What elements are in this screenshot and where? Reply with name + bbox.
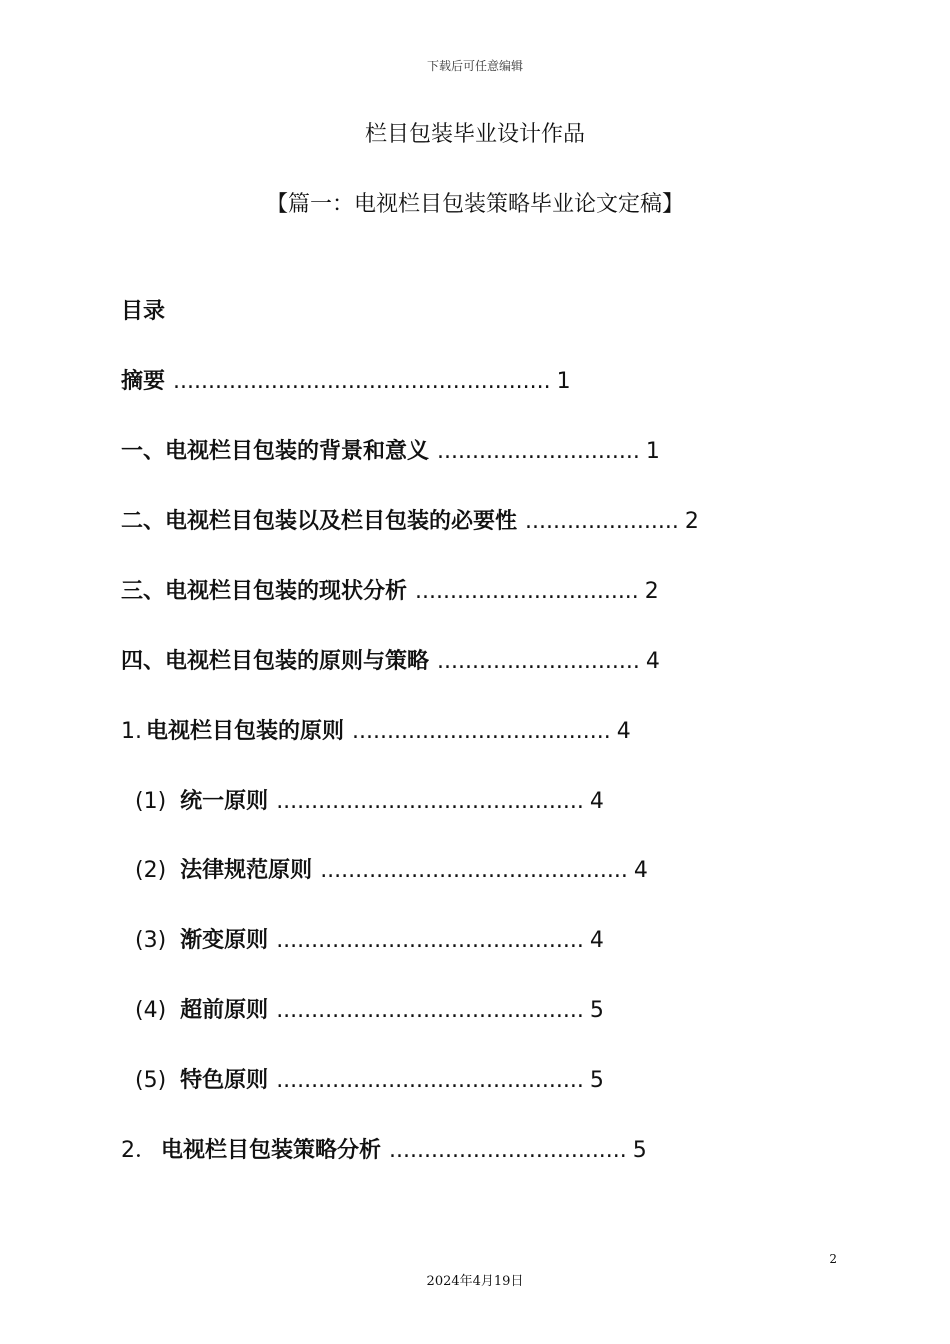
toc-entry-leader: ..................................... (352, 719, 611, 744)
toc-entry-label: 统一原则 (180, 789, 269, 814)
toc-entry-page: 4 (616, 719, 631, 744)
toc-entry (121, 714, 631, 745)
toc-entry (135, 784, 604, 815)
toc-entry-page: 5 (632, 1138, 647, 1163)
toc-entry-leader: ............................................ (320, 858, 628, 883)
toc-entry-page: 2 (684, 509, 699, 534)
toc-entry (121, 574, 659, 605)
toc-entry-leader: ............................................ (276, 789, 584, 814)
header-note: 下载后可任意编辑 (426, 59, 523, 73)
toc-entry-label: 电视栏目包装策略分析 (161, 1138, 382, 1163)
toc-entry-label: 超前原则 (180, 998, 269, 1023)
toc-entry-page: 1 (645, 439, 660, 464)
toc-entry-page: 4 (589, 789, 604, 814)
toc-entry (135, 923, 604, 954)
toc-entry-label: 摘要 (121, 369, 166, 394)
toc-entry (121, 434, 660, 465)
toc-entry-label: 法律规范原则 (180, 858, 313, 883)
toc-entry (121, 364, 571, 395)
toc-entry-number: 2． (121, 1138, 157, 1163)
toc-entry-label: 一、电视栏目包装的背景和意义 (121, 439, 430, 464)
toc-entry-leader: ............................................ (276, 1068, 584, 1093)
toc-entry-page: 5 (589, 1068, 604, 1093)
toc-entry-number: (2) (135, 858, 167, 883)
toc-entry-page: 2 (644, 579, 659, 604)
toc-entry (135, 853, 648, 884)
toc-entry-leader: ............................................ (276, 928, 584, 953)
toc-entry-number: (1) (135, 789, 167, 814)
toc-entry-page: 4 (633, 858, 648, 883)
toc-entry-page: 1 (556, 369, 571, 394)
footer-date: 2024年4月19日 (426, 1274, 524, 1289)
toc-entry-leader: ...................... (525, 509, 679, 534)
toc-entry (135, 993, 604, 1024)
toc-entry-label: 三、电视栏目包装的现状分析 (121, 579, 408, 604)
toc-entry-page: 4 (645, 649, 660, 674)
toc-entry-label: 二、电视栏目包装以及栏目包装的必要性 (121, 509, 518, 534)
toc-entry-number: 1. (121, 719, 142, 744)
document-subtitle: 【篇一：电视栏目包装策略毕业论文定稿】 (265, 192, 684, 217)
page-number: 2 (829, 1252, 837, 1266)
toc-entry (121, 1133, 647, 1164)
toc-entry-leader: ...................................................... (173, 369, 551, 394)
toc-entry-leader: ............................. (437, 439, 640, 464)
toc-entry-leader: ............................................ (276, 998, 584, 1023)
toc-entry-leader: ................................ (415, 579, 639, 604)
toc-entry-page: 5 (589, 998, 604, 1023)
toc-entry (135, 1063, 604, 1094)
document-title: 栏目包装毕业设计作品 (364, 122, 585, 147)
toc-entry-label: 特色原则 (180, 1068, 269, 1093)
toc-entry-label: 渐变原则 (180, 928, 269, 953)
toc-entry-leader: .................................. (389, 1138, 627, 1163)
toc-entry (121, 644, 660, 675)
toc-entry-number: (3) (135, 928, 167, 953)
toc-heading: 目录 (121, 299, 166, 324)
toc-entry-number: (4) (135, 998, 167, 1023)
toc-entry-number: (5) (135, 1068, 167, 1093)
toc-entry-leader: ............................. (437, 649, 640, 674)
toc-entry-label: 电视栏目包装的原则 (146, 719, 345, 744)
toc-entry-page: 4 (589, 928, 604, 953)
toc-entry-label: 四、电视栏目包装的原则与策略 (121, 649, 430, 674)
toc-entry (121, 504, 699, 535)
